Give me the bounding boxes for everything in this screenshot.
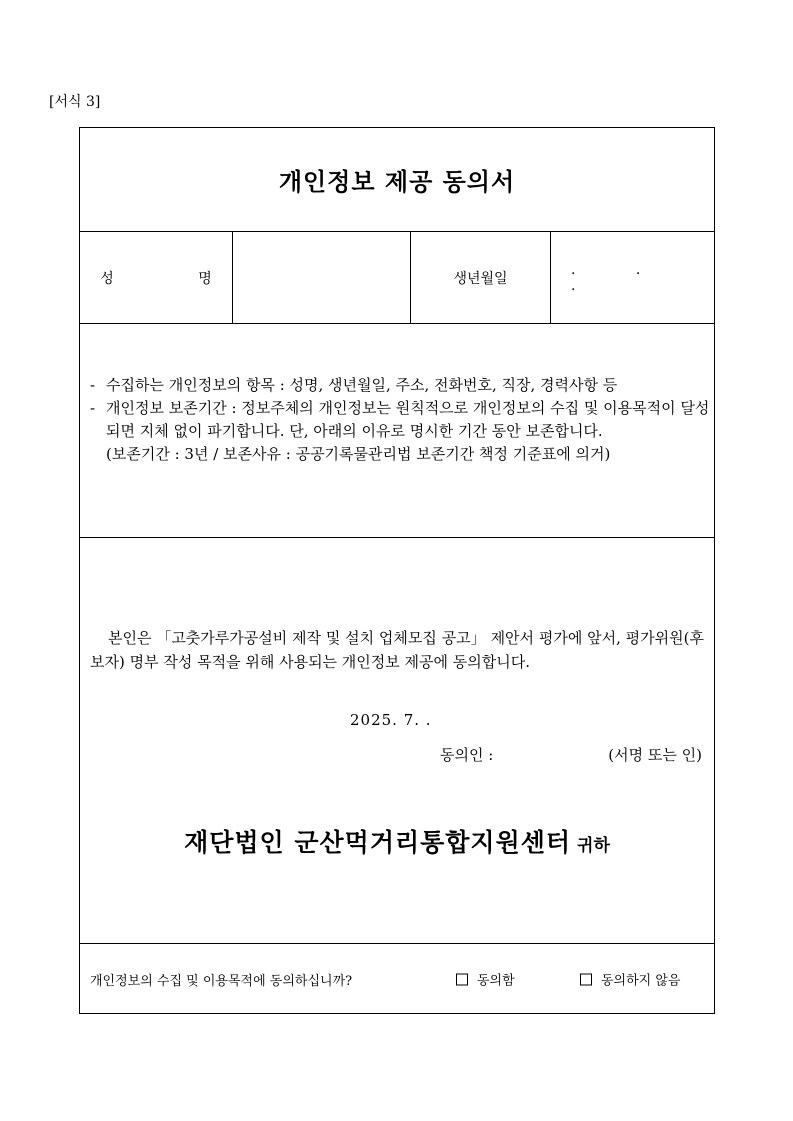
collected-items-bullet — [90, 374, 710, 397]
consent-date: 2025. 7. . — [350, 711, 432, 729]
agree-checkbox[interactable] — [456, 973, 468, 985]
consent-question-row — [80, 944, 714, 1014]
name-field[interactable] — [233, 232, 411, 323]
collection-items-section — [80, 324, 714, 538]
consent-section — [80, 538, 714, 944]
name-label-cell — [80, 232, 252, 323]
retention-period-text: 개인정보 보존기간 : 정보주체의 개인정보는 원칙적으로 개인정보의 수집 및 이용목적이 달성되면 지체 없이 파기합니다. 단, 아래의 이유로 명시한 기간 동안 보존합니다. — [106, 399, 710, 440]
bullet-dash: - — [90, 376, 96, 394]
birth-value: . . . — [571, 261, 669, 294]
consent-statement: 본인은 「고춧가루가공설비 제작 및 설치 업체모집 공고」 제안서 평가에 앞서, 평가위원(후보자) 명부 작성 목적을 위해 사용되는 개인정보 제공에 동의합니다. — [90, 629, 704, 671]
disagree-checkbox[interactable] — [580, 973, 592, 985]
recipient — [80, 823, 714, 859]
recipient-suffix: 귀하 — [577, 836, 610, 856]
form-code: [서식 3] — [49, 94, 101, 110]
agree-label: 동의함 — [477, 973, 515, 989]
form-title: 개인정보 제공 동의서 — [278, 168, 516, 196]
disagree-option[interactable] — [580, 970, 680, 989]
personal-info-row — [80, 232, 714, 324]
agree-option[interactable] — [456, 970, 515, 989]
disagree-label: 동의하지 않음 — [601, 973, 681, 989]
consent-question: 개인정보의 수집 및 이용목적에 동의하십니까? — [90, 973, 353, 989]
recipient-name: 재단법인 군산먹거리통합지원센터 — [184, 828, 572, 857]
consenter-label: 동의인 : — [440, 746, 494, 764]
name-label: 성 명 — [100, 270, 252, 287]
title-row — [80, 128, 714, 232]
signature-field[interactable]: (서명 또는 인) — [608, 746, 702, 764]
birth-label: 생년월일 — [453, 270, 508, 287]
collected-items-text: 수집하는 개인정보의 항목 : 성명, 생년월일, 주소, 전화번호, 직장, 경력사항 등 — [106, 376, 618, 394]
retention-note: (보존기간 : 3년 / 보존사유 : 공공기록물관리법 보존기간 책정 기준표에 의거) — [106, 445, 611, 463]
birth-label-cell — [411, 232, 551, 323]
consent-form — [79, 127, 715, 1014]
bullet-dash: - — [90, 399, 96, 417]
birth-field[interactable] — [551, 232, 714, 323]
retention-period-bullet — [90, 397, 710, 443]
